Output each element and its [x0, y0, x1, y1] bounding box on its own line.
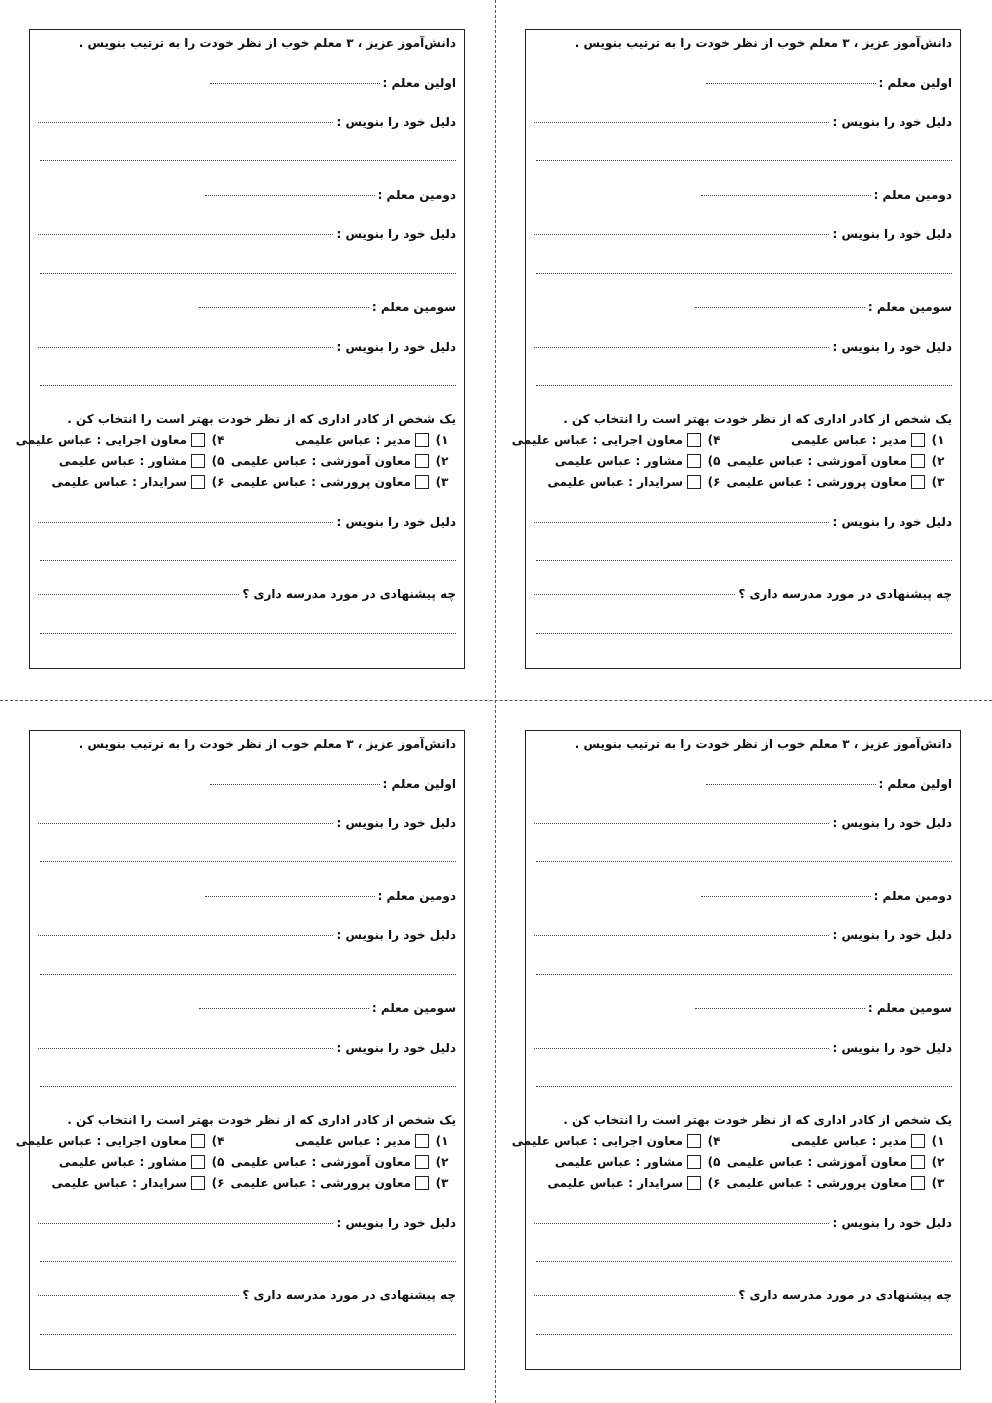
staff-option-text: معاون اجرایی : عباس علیمی — [15, 1134, 187, 1148]
answer-line[interactable] — [40, 160, 456, 161]
suggestion-blank[interactable] — [38, 594, 239, 595]
staff-prompt — [534, 1113, 952, 1127]
checkbox[interactable] — [911, 1134, 925, 1148]
staff-prompt — [534, 412, 952, 426]
teacher2-label: دومین معلم : — [377, 188, 456, 202]
teacher3-blank[interactable] — [199, 307, 369, 308]
checkbox[interactable] — [911, 454, 925, 468]
teacher2-label: دومین معلم : — [377, 889, 456, 903]
suggestion — [534, 1288, 952, 1302]
staff-option-3[interactable] — [230, 472, 452, 492]
reason2-label: دلیل خود را بنویس : — [832, 227, 952, 241]
reason2-blank[interactable] — [534, 935, 829, 936]
intro-text — [534, 737, 952, 751]
answer-line[interactable] — [536, 633, 952, 634]
staff-option-text: مدیر : عباس علیمی — [294, 433, 411, 447]
staff-option-number: ۳) — [931, 1176, 945, 1190]
staff-option-text: مشاور : عباس علیمی — [58, 454, 187, 468]
checkbox[interactable] — [687, 454, 701, 468]
survey-card-top-left — [15, 29, 465, 669]
staff-reason — [38, 515, 456, 529]
staff-option-3[interactable] — [230, 1173, 452, 1193]
staff-option-2[interactable] — [231, 451, 452, 471]
suggestion-label: چه پیشنهادی در مورد مدرسه داری ؟ — [738, 587, 952, 601]
checkbox[interactable] — [415, 1155, 429, 1169]
reason2-label: دلیل خود را بنویس : — [832, 928, 952, 942]
teacher1-label: اولین معلم : — [878, 76, 952, 90]
staff-option-4[interactable] — [512, 1131, 724, 1151]
reason3-label: دلیل خود را بنویس : — [832, 340, 952, 354]
staff-options-row — [534, 1173, 952, 1193]
staff-prompt — [38, 1113, 456, 1127]
staff-reason-blank[interactable] — [38, 522, 333, 523]
checkbox[interactable] — [191, 1155, 205, 1169]
horizontal-cut-line — [0, 700, 992, 701]
teacher1 — [38, 777, 456, 791]
staff-option-number: ۱) — [931, 1134, 945, 1148]
teacher2-blank[interactable] — [701, 896, 871, 897]
reason3-blank[interactable] — [38, 1048, 333, 1049]
staff-option-6[interactable] — [51, 472, 228, 492]
teacher3-label: سومین معلم : — [867, 300, 952, 314]
staff-option-1[interactable] — [295, 1131, 452, 1151]
teacher3-label: سومین معلم : — [371, 300, 456, 314]
answer-line[interactable] — [536, 160, 952, 161]
suggestion-blank[interactable] — [534, 594, 735, 595]
answer-line[interactable] — [536, 560, 952, 561]
checkbox[interactable] — [415, 475, 429, 489]
staff-option-2[interactable] — [231, 1152, 452, 1172]
teacher3-blank[interactable] — [199, 1008, 369, 1009]
checkbox[interactable] — [191, 1176, 205, 1190]
staff-reason — [534, 515, 952, 529]
reason3-blank[interactable] — [534, 347, 829, 348]
staff-option-number: ۲) — [435, 1155, 449, 1169]
staff-option-number: ۵) — [211, 454, 225, 468]
staff-option-3[interactable] — [726, 472, 948, 492]
staff-option-number: ۳) — [435, 475, 449, 489]
checkbox[interactable] — [191, 454, 205, 468]
staff-reason — [38, 1216, 456, 1230]
staff-option-text: معاون اجرایی : عباس علیمی — [511, 433, 683, 447]
answer-line[interactable] — [536, 385, 952, 386]
staff-option-number: ۲) — [435, 454, 449, 468]
staff-option-text: مشاور : عباس علیمی — [554, 1155, 683, 1169]
staff-option-number: ۵) — [211, 1155, 225, 1169]
staff-reason-blank[interactable] — [534, 522, 829, 523]
vertical-cut-line — [495, 0, 496, 1403]
checkbox[interactable] — [687, 475, 701, 489]
staff-option-text: معاون اجرایی : عباس علیمی — [511, 1134, 683, 1148]
reason1-blank[interactable] — [38, 122, 333, 123]
suggestion-label: چه پیشنهادی در مورد مدرسه داری ؟ — [242, 1288, 456, 1302]
teacher3-label: سومین معلم : — [371, 1001, 456, 1015]
staff-reason-label: دلیل خود را بنویس : — [336, 515, 456, 529]
teacher2 — [38, 889, 456, 903]
reason1-label: دلیل خود را بنویس : — [832, 816, 952, 830]
answer-line[interactable] — [536, 1086, 952, 1087]
staff-reason-blank[interactable] — [38, 1223, 333, 1224]
staff-prompt — [38, 412, 456, 426]
teacher3 — [534, 1001, 952, 1015]
staff-option-number: ۳) — [435, 1176, 449, 1190]
checkbox[interactable] — [911, 1155, 925, 1169]
suggestion-label: چه پیشنهادی در مورد مدرسه داری ؟ — [242, 587, 456, 601]
staff-option-number: ۲) — [931, 454, 945, 468]
checkbox[interactable] — [911, 1176, 925, 1190]
answer-line[interactable] — [536, 1334, 952, 1335]
staff-option-4[interactable] — [512, 430, 724, 450]
answer-line[interactable] — [40, 560, 456, 561]
staff-option-number: ۴) — [211, 1134, 225, 1148]
staff-option-number: ۳) — [931, 475, 945, 489]
staff-options-row — [15, 1131, 456, 1151]
staff-option-3[interactable] — [726, 1173, 948, 1193]
teacher3 — [534, 300, 952, 314]
staff-option-4[interactable] — [16, 430, 228, 450]
reason1 — [38, 816, 456, 830]
staff-option-6[interactable] — [547, 1173, 724, 1193]
reason2-label: دلیل خود را بنویس : — [336, 227, 456, 241]
survey-card-bottom-right — [511, 730, 961, 1370]
intro-text-label: دانش‌آموز عزیز ، ۳ معلم خوب از نظر خودت را به ترتیب بنویس . — [574, 36, 952, 50]
staff-option-text: مدیر : عباس علیمی — [790, 433, 907, 447]
teacher2-blank[interactable] — [205, 896, 375, 897]
teacher1-label: اولین معلم : — [382, 777, 456, 791]
suggestion-blank[interactable] — [534, 1295, 735, 1296]
suggestion — [38, 587, 456, 601]
staff-options-row — [534, 472, 952, 492]
teacher1 — [534, 76, 952, 90]
staff-option-number: ۵) — [707, 1155, 721, 1169]
answer-line[interactable] — [40, 273, 456, 274]
staff-option-text: سرایدار : عباس علیمی — [547, 475, 683, 489]
checkbox[interactable] — [911, 475, 925, 489]
checkbox[interactable] — [911, 433, 925, 447]
staff-prompt-label: یک شخص از کادر اداری که از نظر خودت بهتر است را انتخاب کن . — [563, 1113, 952, 1127]
staff-prompt-label: یک شخص از کادر اداری که از نظر خودت بهتر است را انتخاب کن . — [67, 412, 456, 426]
answer-line[interactable] — [40, 1086, 456, 1087]
teacher1-blank[interactable] — [210, 784, 380, 785]
staff-option-6[interactable] — [51, 1173, 228, 1193]
staff-option-number: ۴) — [707, 1134, 721, 1148]
staff-reason-blank[interactable] — [534, 1223, 829, 1224]
checkbox[interactable] — [415, 1134, 429, 1148]
reason1-blank[interactable] — [534, 823, 829, 824]
teacher2-label: دومین معلم : — [873, 188, 952, 202]
staff-option-text: معاون پرورشی : عباس علیمی — [230, 475, 411, 489]
staff-options-row — [534, 451, 952, 471]
staff-option-text: مدیر : عباس علیمی — [294, 1134, 411, 1148]
staff-option-text: معاون آموزشی : عباس علیمی — [726, 454, 907, 468]
staff-option-text: مشاور : عباس علیمی — [554, 454, 683, 468]
reason3-label: دلیل خود را بنویس : — [336, 1041, 456, 1055]
staff-option-text: سرایدار : عباس علیمی — [547, 1176, 683, 1190]
staff-option-number: ۴) — [707, 433, 721, 447]
staff-option-number: ۱) — [435, 1134, 449, 1148]
teacher2-blank[interactable] — [205, 195, 375, 196]
teacher2-label: دومین معلم : — [873, 889, 952, 903]
reason2 — [534, 928, 952, 942]
checkbox[interactable] — [191, 475, 205, 489]
reason3 — [38, 340, 456, 354]
staff-option-text: معاون آموزشی : عباس علیمی — [726, 1155, 907, 1169]
teacher3-label: سومین معلم : — [867, 1001, 952, 1015]
teacher1 — [38, 76, 456, 90]
staff-options-row — [534, 1152, 952, 1172]
answer-line[interactable] — [536, 273, 952, 274]
staff-option-5[interactable] — [59, 451, 228, 471]
staff-options-row — [38, 1173, 456, 1193]
reason2 — [534, 227, 952, 241]
teacher2-blank[interactable] — [701, 195, 871, 196]
staff-option-5[interactable] — [555, 451, 724, 471]
answer-line[interactable] — [40, 633, 456, 634]
survey-card-top-right — [511, 29, 961, 669]
staff-option-text: سرایدار : عباس علیمی — [51, 475, 187, 489]
staff-option-number: ۴) — [211, 433, 225, 447]
teacher3-blank[interactable] — [695, 307, 865, 308]
intro-text-label: دانش‌آموز عزیز ، ۳ معلم خوب از نظر خودت را به ترتیب بنویس . — [574, 737, 952, 751]
reason3-blank[interactable] — [38, 347, 333, 348]
intro-text — [38, 737, 456, 751]
checkbox[interactable] — [687, 1155, 701, 1169]
reason2-blank[interactable] — [38, 234, 333, 235]
staff-option-number: ۱) — [435, 433, 449, 447]
answer-line[interactable] — [536, 861, 952, 862]
reason1 — [534, 115, 952, 129]
staff-option-2[interactable] — [727, 451, 948, 471]
staff-option-1[interactable] — [295, 430, 452, 450]
checkbox[interactable] — [191, 1134, 205, 1148]
staff-option-text: معاون پرورشی : عباس علیمی — [230, 1176, 411, 1190]
reason1-label: دلیل خود را بنویس : — [832, 115, 952, 129]
teacher1-label: اولین معلم : — [878, 777, 952, 791]
staff-option-2[interactable] — [727, 1152, 948, 1172]
reason3 — [534, 340, 952, 354]
teacher1-blank[interactable] — [706, 83, 876, 84]
suggestion — [534, 587, 952, 601]
checkbox[interactable] — [415, 454, 429, 468]
intro-text-label: دانش‌آموز عزیز ، ۳ معلم خوب از نظر خودت را به ترتیب بنویس . — [78, 737, 456, 751]
staff-prompt-label: یک شخص از کادر اداری که از نظر خودت بهتر است را انتخاب کن . — [563, 412, 952, 426]
staff-options-row — [15, 430, 456, 450]
answer-line[interactable] — [536, 974, 952, 975]
staff-option-text: مشاور : عباس علیمی — [58, 1155, 187, 1169]
teacher2 — [534, 889, 952, 903]
staff-option-1[interactable] — [791, 430, 948, 450]
teacher3 — [38, 1001, 456, 1015]
teacher1-label: اولین معلم : — [382, 76, 456, 90]
staff-option-text: معاون پرورشی : عباس علیمی — [726, 475, 907, 489]
teacher1 — [534, 777, 952, 791]
reason2-blank[interactable] — [534, 234, 829, 235]
reason1-label: دلیل خود را بنویس : — [336, 816, 456, 830]
reason1-blank[interactable] — [38, 823, 333, 824]
staff-option-text: سرایدار : عباس علیمی — [51, 1176, 187, 1190]
reason2 — [38, 928, 456, 942]
staff-option-text: معاون پرورشی : عباس علیمی — [726, 1176, 907, 1190]
teacher2 — [38, 188, 456, 202]
reason1-blank[interactable] — [534, 122, 829, 123]
staff-option-5[interactable] — [555, 1152, 724, 1172]
reason1 — [38, 115, 456, 129]
staff-option-text: معاون آموزشی : عباس علیمی — [230, 1155, 411, 1169]
staff-option-number: ۵) — [707, 454, 721, 468]
staff-option-number: ۲) — [931, 1155, 945, 1169]
staff-option-number: ۶) — [211, 1176, 225, 1190]
checkbox[interactable] — [191, 433, 205, 447]
reason3 — [534, 1041, 952, 1055]
reason3-label: دلیل خود را بنویس : — [336, 340, 456, 354]
suggestion-blank[interactable] — [38, 1295, 239, 1296]
reason3 — [38, 1041, 456, 1055]
staff-reason — [534, 1216, 952, 1230]
intro-text-label: دانش‌آموز عزیز ، ۳ معلم خوب از نظر خودت را به ترتیب بنویس . — [78, 36, 456, 50]
staff-option-1[interactable] — [791, 1131, 948, 1151]
teacher1-blank[interactable] — [210, 83, 380, 84]
teacher3-blank[interactable] — [695, 1008, 865, 1009]
suggestion-label: چه پیشنهادی در مورد مدرسه داری ؟ — [738, 1288, 952, 1302]
staff-option-text: معاون اجرایی : عباس علیمی — [15, 433, 187, 447]
staff-options-row — [38, 451, 456, 471]
answer-line[interactable] — [40, 1261, 456, 1262]
staff-options-row — [511, 1131, 952, 1151]
staff-reason-label: دلیل خود را بنویس : — [832, 1216, 952, 1230]
staff-reason-label: دلیل خود را بنویس : — [336, 1216, 456, 1230]
reason3-label: دلیل خود را بنویس : — [832, 1041, 952, 1055]
staff-options-row — [38, 472, 456, 492]
staff-option-4[interactable] — [16, 1131, 228, 1151]
staff-option-6[interactable] — [547, 472, 724, 492]
checkbox[interactable] — [687, 1134, 701, 1148]
intro-text — [38, 36, 456, 50]
staff-option-5[interactable] — [59, 1152, 228, 1172]
staff-options-row — [38, 1152, 456, 1172]
staff-options-row — [511, 430, 952, 450]
teacher2 — [534, 188, 952, 202]
answer-line[interactable] — [40, 861, 456, 862]
reason1 — [534, 816, 952, 830]
teacher3 — [38, 300, 456, 314]
reason2-blank[interactable] — [38, 935, 333, 936]
staff-option-number: ۶) — [211, 475, 225, 489]
staff-option-number: ۶) — [707, 475, 721, 489]
checkbox[interactable] — [415, 433, 429, 447]
checkbox[interactable] — [415, 1176, 429, 1190]
answer-line[interactable] — [536, 1261, 952, 1262]
reason2-label: دلیل خود را بنویس : — [336, 928, 456, 942]
staff-option-text: مدیر : عباس علیمی — [790, 1134, 907, 1148]
reason1-label: دلیل خود را بنویس : — [336, 115, 456, 129]
answer-line[interactable] — [40, 385, 456, 386]
staff-option-number: ۶) — [707, 1176, 721, 1190]
teacher1-blank[interactable] — [706, 784, 876, 785]
answer-line[interactable] — [40, 974, 456, 975]
staff-option-text: معاون آموزشی : عباس علیمی — [230, 454, 411, 468]
survey-card-bottom-left — [15, 730, 465, 1370]
suggestion — [38, 1288, 456, 1302]
answer-line[interactable] — [40, 1334, 456, 1335]
reason3-blank[interactable] — [534, 1048, 829, 1049]
staff-reason-label: دلیل خود را بنویس : — [832, 515, 952, 529]
checkbox[interactable] — [687, 1176, 701, 1190]
staff-option-number: ۱) — [931, 433, 945, 447]
reason2 — [38, 227, 456, 241]
intro-text — [534, 36, 952, 50]
staff-prompt-label: یک شخص از کادر اداری که از نظر خودت بهتر است را انتخاب کن . — [67, 1113, 456, 1127]
checkbox[interactable] — [687, 433, 701, 447]
